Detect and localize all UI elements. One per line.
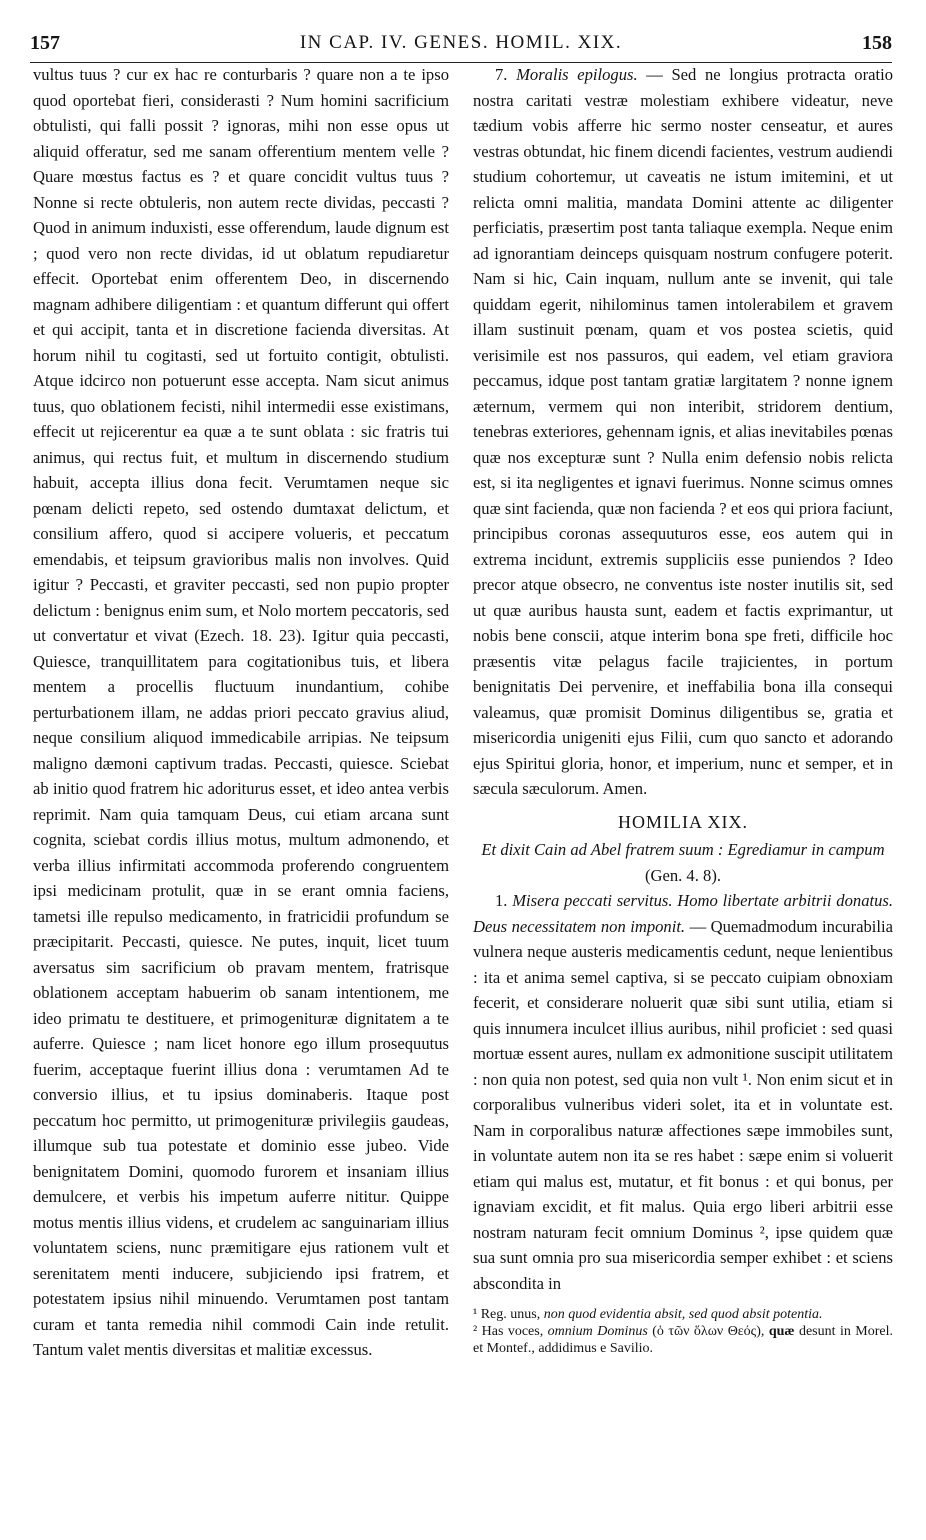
footnote-2-greek: (ὁ τῶν ὅλων Θεός), xyxy=(652,1324,765,1339)
section-text: — Quemadmodum incurabilia vulnera neque austeris medicamentis cedunt, neque lenientibus : ita et anima semel captiva, si se peccato cuipiam obnoxiam fecerit, et considerare noluerit quæ sibi sunt utilia, etiam si quis innumera inculcet illius auribus, nihil proficiet : sed quasi mortuæ essent aures, nullam ex admonitione suscipit utilitatem : non quia non potest, sed quia non vult ¹. Non enim sicut et in corporalibus vulneribus videri solet, ita et in voluntate est. Nam in corporalibus naturæ affectiones sæpe immobiles sunt, in voluntate autem non ita se res habet : sæpe enim si voluerit etiam qui malus est, mutatur, et fit bonus : et qui bonus, per ignaviam excidit, et fit malus. Quia ergo liberi arbitrii esse nostram naturam fecit omnium Dominus ², ipse quidem quæ sua sunt omnia pro sua misericordia semper exhibet : et sciens abscondita in xyxy=(473,916,893,1293)
footnote-1-lead: ¹ Reg. unus, xyxy=(473,1307,541,1322)
homily-subtitle xyxy=(473,837,893,888)
section-number: 7. xyxy=(495,65,508,84)
footnote-1-text: non quod evidentia absit, sed quod absit potentia. xyxy=(543,1307,823,1322)
homily-reference: (Gen. 4. 8). xyxy=(644,865,722,885)
homily-subtitle-text: Et dixit Cain ad Abel fratrem suum : Egrediamur in campum xyxy=(481,840,885,859)
right-column xyxy=(473,62,893,1357)
running-header xyxy=(30,30,892,63)
footnote-1 xyxy=(473,1306,893,1323)
section-lead: Moralis epilogus. xyxy=(516,65,638,84)
footnote-2-quae: quæ xyxy=(768,1324,795,1339)
footnote-2 xyxy=(473,1323,893,1357)
section-number: 1. xyxy=(495,891,508,910)
footnote-2-words: omnium Dominus xyxy=(547,1324,648,1339)
footnote-2-text: desunt in Morel. et Montef., addidimus e Savilio. xyxy=(473,1324,893,1356)
section-text: — Sed ne longius protracta oratio nostra caritati vestræ molestiam exhibere videatur, neve tædium vobis afferre hic sermo noster censeatur, et aures vestras obtundat, hic finem dicendi facientes, vestrum audiendi studium cohortemur, ut caveatis ne istum imitemini, et ut relicta omni malitia, mandata Domini attente ac diligenter perficiatis, præsertim post tanta taliaque exempla. Neque enim ad ignorantiam deinceps quisquam nostrum confugere poterit. Nam si hic, Cain inquam, nullum ante se invenit, qui tale quiddam egerit, nihilominus tamen intolerabilem et gravem illam sustinuit pœnam, quam et vos postea scietis, quid verisimile est nos passuros, qui eadem, vel etiam graviora peccamus, idque post tantam gratiæ largitatem ? nonne ignem æternum, vermem qui non interibit, stridorem dentium, tenebras exteriores, gehennam ignis, et alias inevitabiles pœnas quæ nos excepturæ sunt ? Nulla enim defensio nobis relicta est, si ita negligentes et ignavi fuerimus. Nonne scimus omnes quæ sint facienda, quæ non facienda ? et eos qui priora faciunt, principibus coronas assequuturos esse, eos autem qui in extrema incidunt, extremis suppliciis esse puniendos ? Ideo precor atque obsecro, ne conventus iste noster inutilis sit, sed ut quæ auribus hausta sunt, eadem et factis exprimantur, ut nobis bene conscii, atque interim bona spe freti, difficile hoc præsentis vitæ pelagus facile trajicientes, in portum benignitatis Dei pervenire, et ineffabilia bona illa consequi valeamus, quæ promisit Dominus diligentibus se, gratia et misericordia unigeniti ejus Filii, cum quo sancto et adorando ejus Spiritui gloria, honor, et imperium, nunc et semper, et in sæcula sæculorum. Amen. xyxy=(473,65,893,798)
footnote-2-lead: ² Has voces, xyxy=(473,1324,544,1339)
left-column xyxy=(33,62,449,1363)
homily-title: HOMILIA XIX. xyxy=(618,811,748,832)
page-number-left: 157 xyxy=(30,32,60,54)
homily-paragraph-1 xyxy=(473,888,893,1296)
running-title: IN CAP. IV. GENES. HOMIL. XIX. xyxy=(299,32,623,53)
page-number-right: 158 xyxy=(862,32,892,54)
moral-epilogue-paragraph xyxy=(473,62,893,802)
section-lead: Misera peccati servitus. Homo libertate arbitrii donatus. Deus necessitatem non imponit. xyxy=(473,891,893,936)
left-paragraph: vultus tuus ? cur ex hac re conturbaris ? quare non a te ipso quod oportebat fieri, considerasti ? Num homini sacrificium obtulisti, qui falli possit ? ignoras, mihi non esse opus ut aliquid offeratur, sed me sanam offerentium mentem velle ? Quare mœstus factus es ? et quare concidit vultus tuus ? Nonne si recte obtuleris, non autem recte dividas, peccasti ? Quod in animum induxisti, esse offerendum, laude dignum est ; quod vero non recte dividas, id ut oblatum repudiaretur effecit. Oportebat enim offerentem Deo, in discernendo magnam adhibere diligentiam : et quantum differunt qui offert et qui accipit, tanta et in discretione facienda diversitas. At horum nihil tu cogitasti, sed ut fortuito contigit, obtulisti. Atque idcirco non potuerunt esse accepta. Nam sicut animus tuus, quo oblationem fecisti, nihil intermedii esse existimans, effecit ut rejicerentur ea quæ a te sunt oblata : sic fratris tui animus, qui rectus fuit, et multum in discernendo studium habuit, accepta illius dona fecit. Verumtamen neque sic pœnam delicti repeto, sed ostendo dumtaxat delictum, et consilium affero, quod si accipere volueris, et peccatum emendabis, et teipsum gravioribus malis non involves. Quid igitur ? Peccasti, et graviter peccasti, sed non pupio propter delictum : benignus enim sum, et Nolo mortem peccatoris, sed ut convertatur et vivat (Ezech. 18. 23). Igitur quia peccasti, Quiesce, tranquillitatem para cogitationibus tuis, et libera mentem a procellis fluctuum inundantium, cohibe perturbationem illam, ne addas priori peccato gravius aliud, neque consilium aliquod immedicabile arripias. Ne teipsum maligno dæmoni captivum tradas. Peccasti, quiesce. Sciebat ab initio quod fratrem hic adoriturus esset, et ideo antea verbis reprimit. Nam quia tamquam Deus, cui etiam arcana sunt cognita, sciebat cordis illius motus, multum admonendo, et verba illius infirmitati accommoda proferendo congruentem ipsi medicinam protulit, quæ in se erant omnia faciens, tametsi ille repulso medicamento, in fratricidii profundum se præcipitarit. Peccasti, quiesce. Ne putes, inquit, licet tuum aversatus sim sacrificium ob pravam mentem, fratrisque oblationem acceptam habuerim ob sanam intentionem, me ideo primatu te destituere, et primogenituræ dignitatem a te auferre. Quiesce ; nam licet honore ego illum prosequutus fuerim, acceptaque fuerint illius dona : verumtamen Ad te conversio illius, et tu ipsius dominaberis. Itaque post peccatum hoc permitto, ut primogenituræ privilegiis gaudeas, illumque sub tua potestate et dominio esse jubeo. Vide benignitatem Domini, quomodo furorem et insaniam illius demulcere, et verbis his impetum auferre nititur. Quippe motus mentis illius videns, et crudelem ac sanguinariam illius voluntatem sciens, nunc præmitigare ejus rationem vult et serenitatem menti inducere, subjiciendo ipsi fratrem, et potestatem ipsius nihil minuendo. Verumtamen post tantam curam et tanta remedia nihil commodi Cain inde retulit. Tantum valet mentis diversitas et malitiæ excessus. xyxy=(33,65,449,1359)
